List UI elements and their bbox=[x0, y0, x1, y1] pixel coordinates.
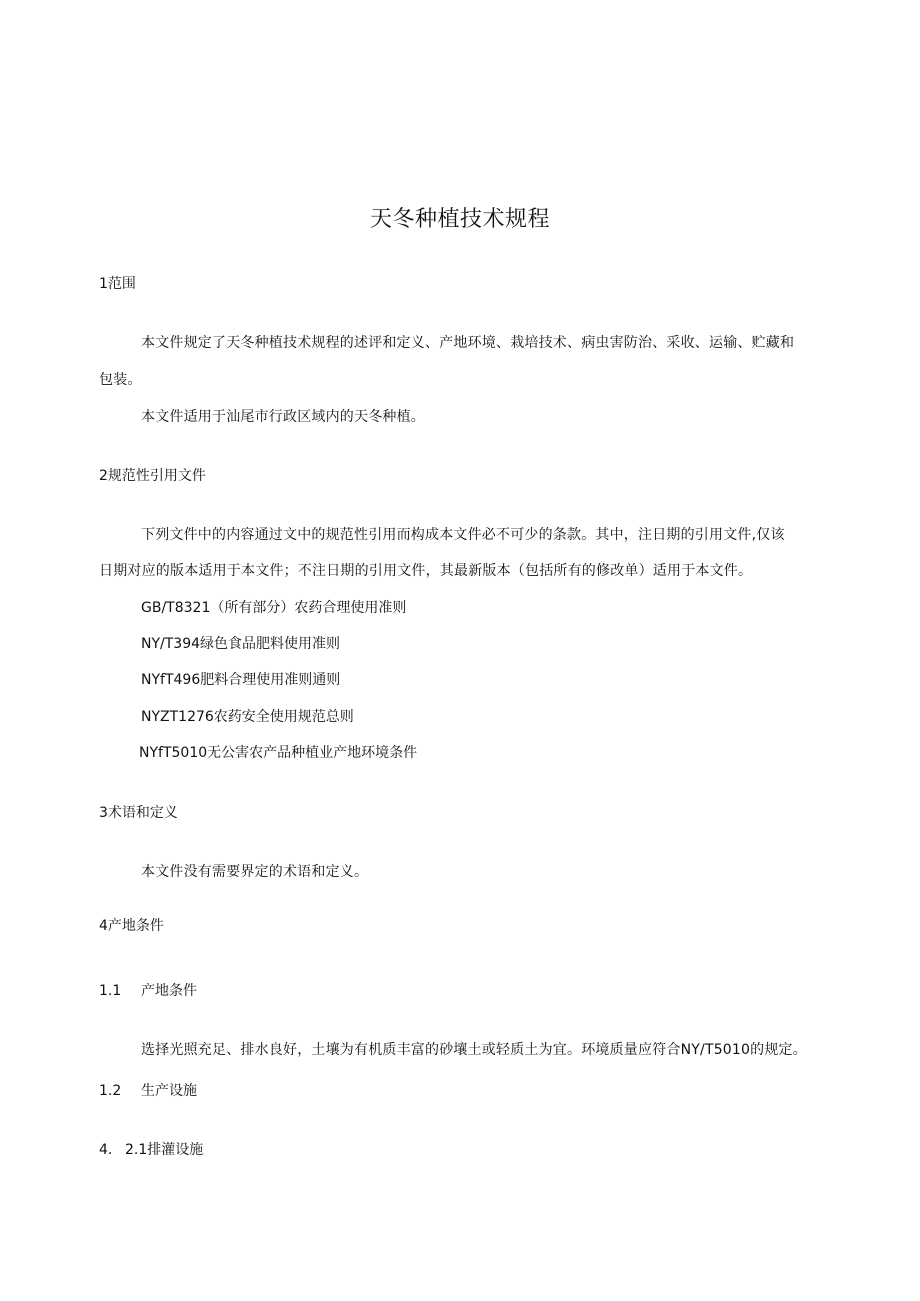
subsection-1-1-heading bbox=[99, 981, 197, 1001]
subsection-title: 生产设施 bbox=[141, 1083, 197, 1099]
subsection-number: 1.2 bbox=[99, 1083, 122, 1099]
section-3-paragraph: 本文件没有需要界定的术语和定义。 bbox=[141, 864, 369, 880]
reference-item: GB/T8321（所有部分）农药合理使用准则 bbox=[141, 600, 407, 616]
section-4-heading: 4产地条件 bbox=[99, 918, 164, 934]
subsection-4-2-1-heading bbox=[99, 1140, 203, 1160]
document-title: 天冬种植技术规程 bbox=[369, 207, 550, 232]
section-1-heading: 1范围 bbox=[99, 276, 136, 292]
section-2-paragraph-line-2: 日期对应的版本适用于本文件；不注日期的引用文件，其最新版本（包括所有的修改单）适用于本文件。 bbox=[99, 563, 753, 579]
subsection-1-2-heading bbox=[99, 1081, 197, 1101]
section-1-paragraph-1-line-1: 本文件规定了天冬种植技术规程的述评和定义、产地环境、栽培技术、病虫害防治、采收、运输、贮藏和 bbox=[141, 335, 795, 351]
section-1-paragraph-2: 本文件适用于汕尾市行政区域内的天冬种植。 bbox=[141, 409, 425, 425]
section-3-heading: 3术语和定义 bbox=[99, 805, 178, 821]
subsection-number: 1.1 bbox=[99, 983, 122, 999]
subsection-number: 4. bbox=[99, 1142, 113, 1158]
reference-item: NYfT5010无公害农产品种植业产地环境条件 bbox=[139, 745, 418, 761]
reference-item: NY/T394绿色食品肥料使用准则 bbox=[141, 636, 341, 652]
subsection-title: 产地条件 bbox=[141, 983, 197, 999]
reference-item: NYZT1276农药安全使用规范总则 bbox=[141, 709, 354, 725]
subsection-title: 2.1排灌设施 bbox=[125, 1142, 204, 1158]
section-2-heading: 2规范性引用文件 bbox=[99, 468, 206, 484]
reference-item: NYfT496肥料合理使用准则通则 bbox=[141, 672, 341, 688]
section-2-paragraph-line-1: 下列文件中的内容通过文中的规范性引用而构成本文件必不可少的条款。其中，注日期的引用文件,仅该 bbox=[141, 527, 785, 543]
subsection-1-1-paragraph: 选择光照充足、排水良好，土壤为有机质丰富的砂壤土或轻质土为宜。环境质量应符合NY/T5010的规定。 bbox=[141, 1042, 807, 1058]
section-1-paragraph-1-line-2: 包装。 bbox=[99, 372, 142, 388]
